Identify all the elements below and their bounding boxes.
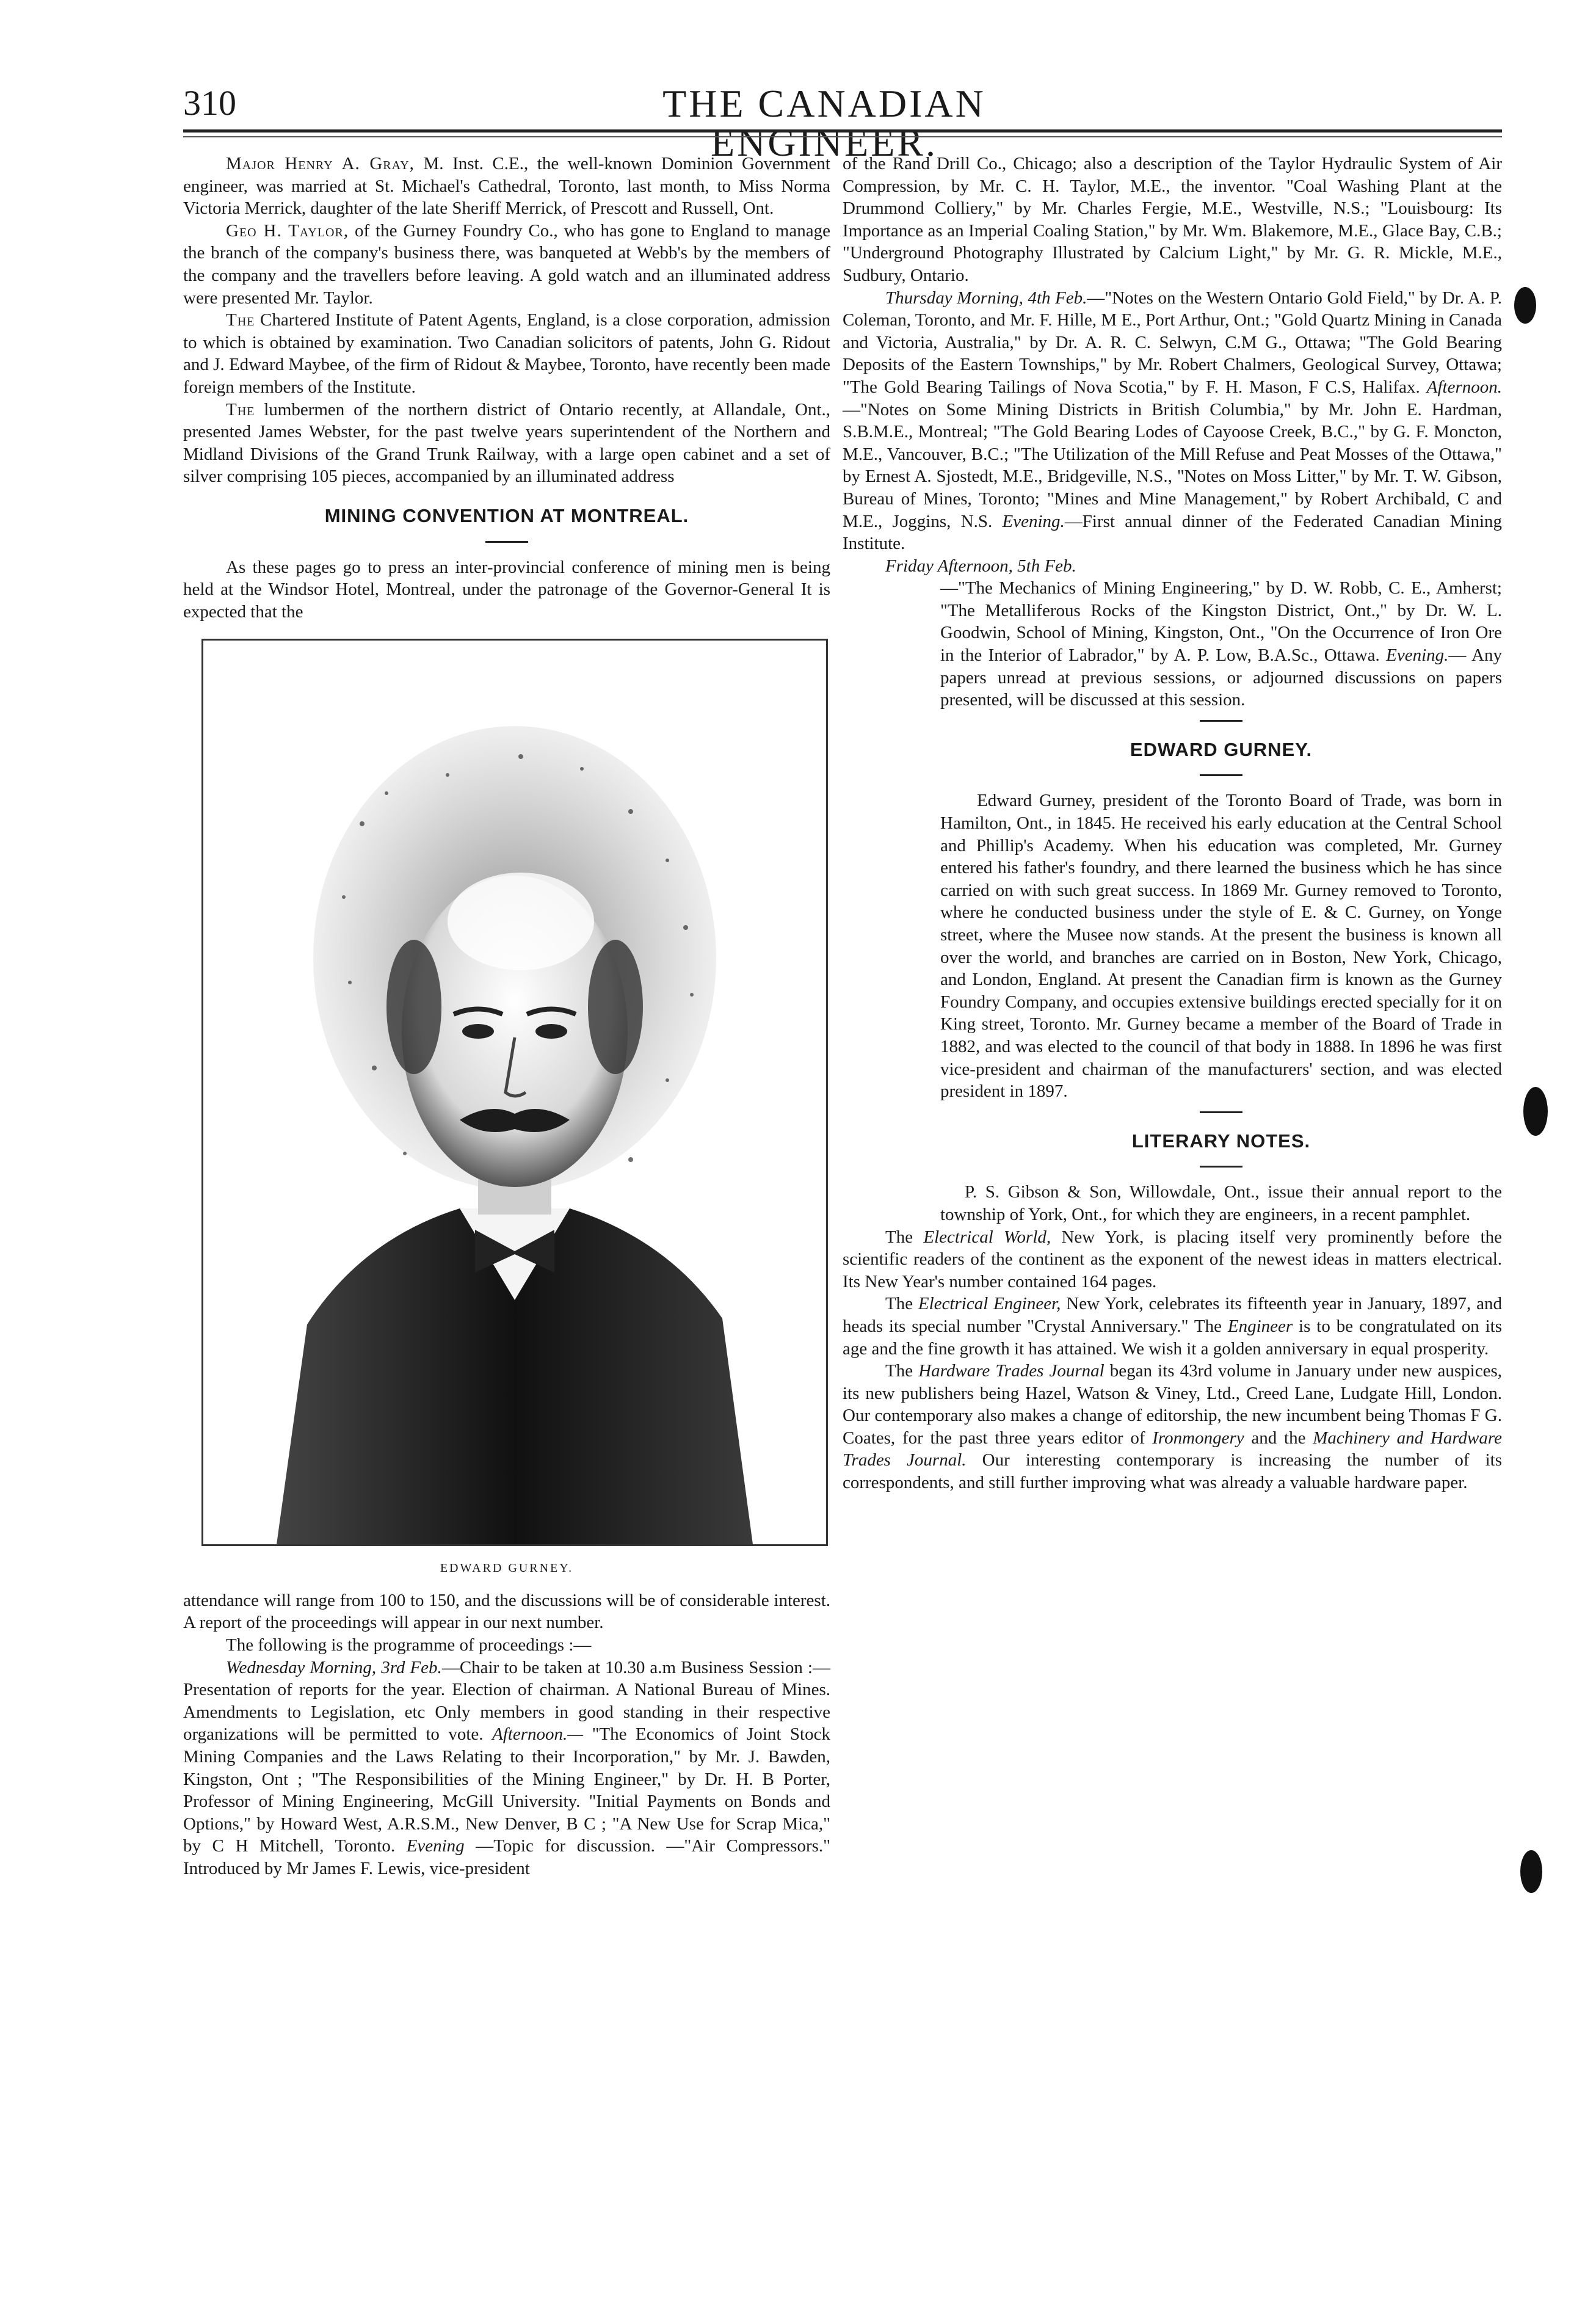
session-text: —"Notes on Some Mining Districts in British Columbia," by Mr. John E. Hardman, S.B.M.E., Montreal; "The Gold Bearing Lodes of Cayoose Creek, B.C.," by G. F. Moncton, M.E., Vancouver, B.C.; "The Utilization of the Mill Refuse and Peat Mosses of the Ottawa," by Ernest A. Sjostedt, M.E., Bridgeville, N.S., "Notes on Moss Litter," by Mr. T. W. Gibson, Bureau of Mines, Toronto; "Mines and Mine Management," by Robert Archibald, C and M.E., Joggins, N.S. xyxy=(843,399,1502,531)
paragraph-gray-marriage xyxy=(183,153,830,220)
publication-title: Ironmongery xyxy=(1152,1428,1244,1448)
paragraph-lumbermen xyxy=(183,399,830,488)
friday-block xyxy=(940,577,1502,1226)
paragraph-text: M. Inst. C.E., the well-known Dominion Government engineer, was married at St. Michael's Cathedral, Toronto, last month, to Miss Norma Victoria Merrick, daughter of the late Sheriff Merrick, of Prescott and Russell, Ont. xyxy=(183,154,830,219)
session-day: Wednesday Morning, 3rd Feb. xyxy=(226,1657,442,1677)
publication-title: Engineer xyxy=(1227,1316,1293,1336)
binding-hole-mark xyxy=(1523,1087,1548,1136)
session-day: Thursday Morning, 4th Feb. xyxy=(885,288,1087,308)
section-separator xyxy=(1200,1111,1242,1113)
publication-title: Machinery and Hardware Trades Journal. xyxy=(843,1428,1502,1470)
session-label: Evening. xyxy=(1002,511,1065,531)
text-run: Our interesting contemporary is increasing the number of its correspondents, and still further improving what was already a valuable hardware paper. xyxy=(843,1450,1502,1493)
paragraph-wednesday xyxy=(183,1657,830,1880)
header-rule-thin xyxy=(183,136,1502,137)
lead-name: Geo H. Taylor, xyxy=(226,220,349,241)
left-column xyxy=(183,153,830,2229)
session-text: "The Economics of Joint Stock Mining Companies and the Laws Relating to their Incorporation," by Mr. J. Bawden, Kingston, Ont ; "The Responsibilities of the Mining Engineer," by Dr. H. B Porter, Professor of Mining Engineering, McGill University. "Initial Payments on Bonds and Options," by Howard West, A.R.S.M., New Denver, B C ; "A New Use for Scrap Mica," by C H Mitchell, Toronto. xyxy=(183,1724,830,1856)
session-day: Friday Afternoon, 5th Feb. xyxy=(885,556,1076,576)
paragraph-electrical-world xyxy=(843,1226,1502,1293)
text-run: The xyxy=(885,1361,919,1381)
publication-title: Hardware Trades Journal xyxy=(918,1361,1105,1381)
paragraph-gurney-bio: Edward Gurney, president of the Toronto Board of Trade, was born in Hamilton, Ont., in 1845. He received his early education at the Central School and Phillip's Academy. When his education was completed, Mr. Gurney entered his father's foundry, and there learned the business which he has since carried on with such great success. In 1869 Mr. Gurney removed to Toronto, where he conducted business under the style of E. & C. Gurney, on Yonge street, where the Musee now stands. At the present the business is known all over the world, and branches are carried on in Boston, New York, Chicago, and London, England. At present the Canadian firm is known as the Gurney Foundry Company, and occupies extensive buildings erected specially for it on King street, Toronto. Mr. Gurney became a member of the Board of Trade in 1882, and was elected to the council of that body in 1888. In 1896 he was first vice-president and chairman of the manufacturers' section, and was elected president in 1897. xyxy=(940,791,1502,1102)
page-number: 310 xyxy=(183,83,236,123)
text-run: The xyxy=(885,1227,924,1247)
session-label: Evening xyxy=(406,1836,465,1856)
paragraph-programme-intro: The following is the programme of proceedings :— xyxy=(226,1635,592,1655)
lead-word: The xyxy=(226,399,255,419)
paragraph-electrical-engineer xyxy=(843,1293,1502,1360)
paragraph-continued: of the Rand Drill Co., Chicago; also a description of the Taylor Hydraulic System of Air Compression, by Mr. C. H. Taylor, M.E., the inventor. "Coal Washing Plant at the Drummond Colliery," by Mr. Charles Fergie, M.E., Westville, N.S.; "Louisbourg: Its Importance as an Imperial Coaling Station," by Mr. Wm. Blakemore, M.E., Glace Bay, C.B.; "Underground Photography Illustrated by Calcium Light," by Mr. G. R. Mickle, M.E., Sudbury, Ontario. xyxy=(843,154,1502,285)
text-run: New York, is placing itself very prominently before the scientific readers of the continent as the exponent of the newest ideas in matters electrical. Its New Year's number contained 164 pages. xyxy=(843,1227,1503,1291)
paragraph-mining-intro: As these pages go to press an inter-provincial conference of mining men is being held at the Windsor Hotel, Montreal, under the patronage of the Governor-General It is expected that the xyxy=(183,557,830,622)
session-text: —Topic for discussion. —"Air Compressors." Introduced by Mr James F. Lewis, vice-president xyxy=(183,1836,830,1878)
literary-notes-heading: LITERARY NOTES. xyxy=(1131,1130,1311,1152)
paragraph-friday-lead xyxy=(843,555,1502,578)
right-column xyxy=(843,153,1502,2229)
section-separator xyxy=(1200,774,1242,776)
lead-name: Major Henry A. Gray, xyxy=(226,154,415,173)
paragraph-mining-attendance: attendance will range from 100 to 150, and the discussions will be of considerable interest. A report of the proceedings will appear in our next number. xyxy=(183,1590,830,1633)
session-text: —Chair to be taken at 10.30 a.m Business Session :—Presentation of reports for the year. Election of chairman. A National Bureau of Mines. Amendments to Legislation, etc Only members in good standing in their respective organizations will be permitted to vote. xyxy=(183,1657,830,1745)
session-label: Afternoon. xyxy=(1426,377,1502,397)
text-run: The xyxy=(885,1294,918,1314)
paragraph-text: Chartered Institute of Patent Agents, England, is a close corporation, admission to which is obtained by examination. Two Canadian solicitors of patents, John G. Ridout and J. Edward Maybee, of the firm of Ridout & Maybee, Toronto, have recently been made foreign members of the Institute. xyxy=(183,310,830,397)
portrait-caption: EDWARD GURNEY. xyxy=(440,1561,574,1575)
section-separator xyxy=(1200,720,1242,722)
text-run: and the xyxy=(1244,1428,1313,1448)
paragraph-thursday xyxy=(843,287,1502,555)
paragraph-gibson: P. S. Gibson & Son, Willowdale, Ont., issue their annual report to the township of York, Ont., for which they are engineers, in a recent pamphlet. xyxy=(940,1182,1502,1224)
paragraph-text: lumbermen of the northern district of Ontario recently, at Allandale, Ont., presented James Webster, for the past twelve years superintendent of the Northern and Midland Divisions of the Grand Trunk Railway, with a large open cabinet and a set of silver comprising 105 pieces, accompanied by an illuminated address xyxy=(183,399,830,487)
session-label: Evening. xyxy=(1386,645,1449,666)
section-separator xyxy=(1200,1166,1242,1168)
mining-convention-heading: MINING CONVENTION AT MONTREAL. xyxy=(324,504,689,526)
publication-title: Electrical World, xyxy=(923,1227,1051,1247)
paragraph-text: of the Gurney Foundry Co., who has gone to England to manage the branch of the company's business there, was banqueted at Webb's by the members of the company and the travellers before leaving. A gold watch and an illuminated address were presented Mr. Taylor. xyxy=(183,220,830,308)
paragraph-taylor xyxy=(183,220,830,309)
paragraph-friday xyxy=(940,577,1502,711)
lead-word: The xyxy=(226,310,255,330)
header-rule xyxy=(183,129,1502,133)
binding-hole-mark xyxy=(1520,1850,1542,1893)
portrait-image xyxy=(201,639,828,1546)
text-run: began its 43rd volume in January under new auspices, its new publishers being Hazel, Watson & Viney, Ltd., Creed Lane, Ludgate Hill, London. Our contemporary also makes a change of editorship, the new incumbent being Thomas F G. Coates, for the past three years editor of xyxy=(843,1361,1503,1448)
session-label: Afternoon.— xyxy=(492,1724,584,1745)
session-text: —"The Mechanics of Mining Engineering," by D. W. Robb, C. E., Amherst; "The Metalliferous Rocks of the Kingston District, Ont.," by Dr. W. L. Goodwin, School of Mining, Kingston, Ont., "On the Occurrence of Iron Ore in the Interior of Labrador," by A. P. Low, B.A.Sc., Ottawa. xyxy=(940,578,1502,666)
journal-title: THE CANADIAN ENGINEER. xyxy=(662,82,986,164)
binding-hole-mark xyxy=(1514,287,1536,324)
paragraph-patent-agents xyxy=(183,309,830,398)
paragraph-hardware-journal xyxy=(843,1360,1502,1494)
session-text: —"Notes on the Western Ontario Gold Field," by Dr. A. P. Coleman, Toronto, and Mr. F. Hille, M E., Port Arthur, Ont.; "Gold Quartz Mining in Canada and Victoria, Australia," by Dr. A. R. C. Selwyn, C.M G., Ottawa; "The Gold Bearing Deposits of the Eastern Townships," by Mr. Robert Chalmers, Geological Survey, Ottawa; "The Gold Bearing Tailings of Nova Scotia," by F. H. Mason, F C.S, Halifax. xyxy=(843,288,1502,397)
edward-gurney-heading: EDWARD GURNEY. xyxy=(1130,738,1313,760)
session-text: —First annual dinner of the Federated Canadian Mining Institute. xyxy=(843,511,1503,554)
session-text: — Any papers unread at previous sessions, or adjourned discussions on papers presented, will be discussed at this session. xyxy=(940,645,1503,710)
text-run: New York, celebrates its fifteenth year in January, 1897, and heads its special number "Crystal Anniversary." The xyxy=(843,1294,1502,1336)
text-run: is to be congratulated on its age and the fine growth it has attained. We wish it a golden anniversary in equal prosperity. xyxy=(843,1316,1502,1359)
publication-title: Electrical Engineer, xyxy=(918,1294,1061,1314)
section-separator xyxy=(485,541,528,543)
portrait-engraving xyxy=(203,641,826,1544)
